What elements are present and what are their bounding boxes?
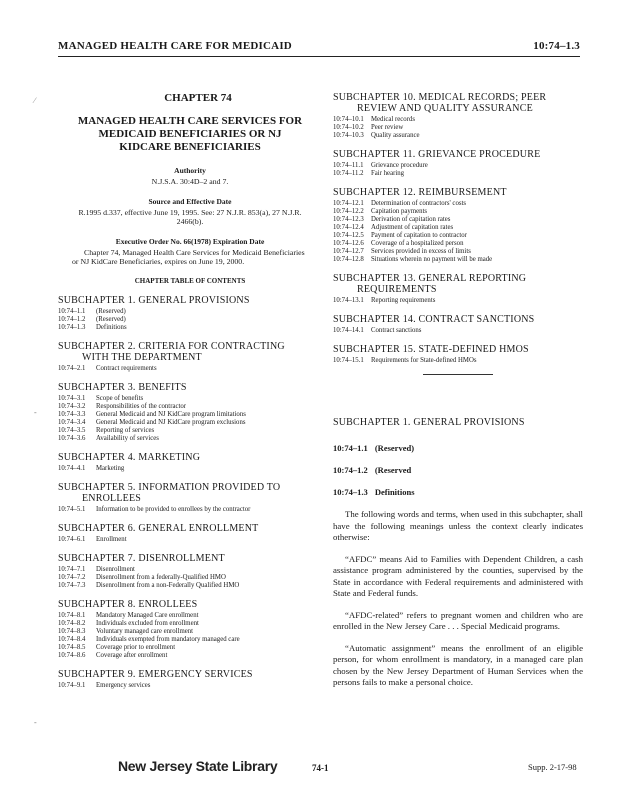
- toc-subchapter-heading: [333, 92, 583, 114]
- toc-section-row: [333, 132, 583, 140]
- toc-subchapter: [58, 382, 308, 443]
- toc-section-number: 10:74–4.1: [58, 464, 86, 472]
- toc-section-row: [58, 365, 308, 373]
- toc-section-title: Scope of benefits: [96, 394, 144, 402]
- scan-mark: ⁄: [34, 96, 36, 105]
- toc-section-number: 10:74–14.1: [333, 327, 364, 334]
- toc-section-row: [58, 506, 308, 514]
- toc-section-title: Coverage after enrollment: [96, 651, 168, 659]
- toc-section-title: Coverage of a hospitalized person: [371, 240, 464, 247]
- section-number: 10:74–1.2: [333, 465, 368, 475]
- toc-section-number: 10:74–5.1: [58, 505, 86, 513]
- toc-subchapter: [333, 92, 583, 140]
- toc-section-title: Adjustment of capitation rates: [371, 224, 454, 231]
- toc-section-title: General Medicaid and NJ KidCare program exclusions: [96, 418, 246, 426]
- toc-subchapter-heading: [58, 669, 308, 680]
- toc-section-row: [58, 465, 308, 473]
- toc-section-row: [333, 357, 583, 365]
- toc-section-row: [58, 411, 308, 419]
- toc-section-number: 10:74–11.1: [333, 162, 364, 169]
- header-section-number: 10:74–1.3: [533, 40, 580, 52]
- toc-section-row: [333, 116, 583, 124]
- section-number: 10:74–1.1: [333, 443, 368, 453]
- authority-text: N.J.S.A. 30:4D–2 and 7.: [151, 177, 229, 186]
- toc-section-number: 10:74–15.1: [333, 357, 364, 364]
- toc-subchapter-heading: [58, 452, 308, 463]
- toc-section-title: Peer review: [371, 124, 404, 131]
- toc-section-title: Contract sanctions: [371, 327, 422, 334]
- toc-section-title: Derivation of capitation rates: [371, 216, 451, 223]
- toc-section-title: (Reserved): [96, 315, 126, 323]
- toc-section-row: [333, 232, 583, 240]
- toc-section-number: 10:74–12.8: [333, 256, 364, 263]
- toc-title: CHAPTER TABLE OF CONTENTS: [134, 276, 246, 285]
- toc-section-number: 10:74–10.3: [333, 132, 364, 139]
- toc-section-number: 10:74–7.3: [58, 581, 86, 589]
- chapter-number: CHAPTER 74: [164, 92, 232, 104]
- toc-subchapter-title: SUBCHAPTER 3. BENEFITS: [58, 381, 187, 393]
- toc-section-title: Determination of contractors' costs: [371, 200, 467, 207]
- toc-section-number: 10:74–12.2: [333, 208, 364, 215]
- toc-section-row: [333, 200, 583, 208]
- toc-section-row: [333, 124, 583, 132]
- toc-section-title: Contract requirements: [96, 364, 157, 372]
- toc-subchapter: [58, 523, 308, 544]
- toc-section-row: [333, 162, 583, 170]
- toc-section-number: 10:74–7.1: [58, 565, 86, 573]
- toc-subchapter-heading: [333, 314, 583, 325]
- expiration-text: Chapter 74, Managed Health Care Services for Medicaid Beneficiaries or NJ KidCare Beneficiaries, expires on June 19, 2000.: [72, 247, 305, 266]
- toc-subchapter: [58, 599, 308, 660]
- toc-section-title: Mandatory Managed Care enrollment: [96, 611, 199, 619]
- toc-section-title: Individuals exempted from mandatory managed care: [96, 635, 240, 643]
- expiration-label: Executive Order No. 66(1978) Expiration Date: [115, 236, 265, 246]
- toc-subchapter: [333, 314, 583, 335]
- toc-section-title: Grievance procedure: [371, 162, 428, 169]
- toc-section-number: 10:74–10.1: [333, 116, 364, 123]
- toc-section-number: 10:74–8.6: [58, 651, 86, 659]
- toc-subchapter-heading: [58, 295, 308, 306]
- toc-section-title: Reporting requirements: [371, 297, 436, 304]
- toc-subchapter-title: SUBCHAPTER 6. GENERAL ENROLLMENT: [58, 522, 259, 534]
- toc-section-title: General Medicaid and NJ KidCare program limitations: [96, 410, 246, 418]
- toc-section-row: [58, 395, 308, 403]
- toc-section-title: Marketing: [96, 464, 125, 472]
- toc-section-row: [58, 316, 308, 324]
- header-rule: [58, 56, 580, 57]
- toc-subchapter: [58, 669, 308, 690]
- toc-subchapter-title: SUBCHAPTER 12. REIMBURSEMENT: [333, 187, 507, 198]
- toc-subchapter-heading: [333, 344, 583, 355]
- toc-section-title: Quality assurance: [371, 132, 420, 139]
- toc-section-row: [58, 612, 308, 620]
- right-column: [333, 92, 583, 699]
- toc-section-title: Individuals excluded from enrollment: [96, 619, 199, 627]
- toc-section-number: 10:74–8.1: [58, 611, 86, 619]
- section-divider: [423, 374, 493, 375]
- toc-section-number: 10:74–12.1: [333, 200, 364, 207]
- toc-section-row: [58, 574, 308, 582]
- toc-subchapter-title-cont: REVIEW AND QUALITY ASSURANCE: [357, 103, 533, 114]
- toc-subchapter-heading: [333, 273, 583, 295]
- toc-subchapter-title: SUBCHAPTER 14. CONTRACT SANCTIONS: [333, 314, 535, 325]
- body-paragraph: “Automatic assignment” means the enrollment of an eligible person, for whom enrollment is mandatory, in a managed care plan chosen by the New Jersey Department of Human Services when the persons fails to make a personal choice.: [333, 642, 583, 687]
- toc-section-number: 10:74–11.2: [333, 170, 364, 177]
- toc-section-row: [58, 682, 308, 690]
- toc-subchapter: [333, 187, 583, 264]
- toc-section-title: Situations wherein no payment will be made: [371, 256, 493, 263]
- toc-section-row: [58, 566, 308, 574]
- toc-subchapter-title: SUBCHAPTER 13. GENERAL REPORTING: [333, 273, 527, 284]
- toc-subchapter-heading: [333, 187, 583, 198]
- source-label: Source and Effective Date: [148, 196, 232, 206]
- toc-subchapter-title: SUBCHAPTER 15. STATE-DEFINED HMOS: [333, 344, 529, 355]
- section-heading: [333, 465, 583, 475]
- toc-section-row: [58, 435, 308, 443]
- toc-section-number: 10:74–1.2: [58, 315, 86, 323]
- toc-subchapter-title: SUBCHAPTER 9. EMERGENCY SERVICES: [58, 668, 253, 680]
- section-title: (Reserved): [374, 443, 415, 453]
- toc-subchapter-heading: [58, 599, 308, 610]
- scan-mark: -: [34, 718, 37, 727]
- toc-section-title: Disenrollment from a non-Federally Qualified HMO: [96, 581, 240, 589]
- toc-section-number: 10:74–7.2: [58, 573, 86, 581]
- toc-section-number: 10:74–10.2: [333, 124, 364, 131]
- toc-section-title: Capitation payments: [371, 208, 428, 215]
- chapter-title: MANAGED HEALTH CARE SERVICES FOR MEDICAID BENEFICIARIES OR NJ KIDCARE BENEFICIARIES: [77, 115, 303, 153]
- toc-section-title: Responsibilities of the contractor: [96, 402, 187, 410]
- toc-subchapter-heading: [58, 482, 308, 504]
- toc-section-row: [333, 216, 583, 224]
- toc-section-number: 10:74–8.4: [58, 635, 86, 643]
- toc-section-row: [58, 636, 308, 644]
- toc-section-title: Availability of services: [96, 434, 159, 442]
- page-number: 74-1: [312, 763, 329, 773]
- toc-section-number: 10:74–1.3: [58, 323, 86, 331]
- toc-subchapter: [333, 344, 583, 365]
- toc-subchapter-title: SUBCHAPTER 5. INFORMATION PROVIDED TO: [58, 481, 281, 493]
- toc-section-row: [58, 419, 308, 427]
- toc-section-number: 10:74–8.5: [58, 643, 86, 651]
- toc-subchapter-title: SUBCHAPTER 2. CRITERIA FOR CONTRACTING: [58, 340, 285, 352]
- toc-subchapter-title-cont: REQUIREMENTS: [357, 284, 437, 295]
- toc-section-number: 10:74–6.1: [58, 535, 86, 543]
- toc-section-number: 10:74–1.1: [58, 307, 86, 315]
- body-paragraph: The following words and terms, when used in this subchapter, shall have the following meanings unless the context clearly indicates otherwise:: [333, 509, 583, 542]
- toc-section-title: Medical records: [371, 116, 415, 123]
- toc-section-row: [58, 403, 308, 411]
- body-paragraph: “AFDC” means Aid to Families with Dependent Children, a cash assistance program administered by the counties, supervised by the State in accordance with Federal requirements and administered with State and Federal funds.: [333, 553, 583, 598]
- toc-section-row: [333, 224, 583, 232]
- toc-section-number: 10:74–3.5: [58, 426, 86, 434]
- toc-section-number: 10:74–8.2: [58, 619, 86, 627]
- toc-section-row: [58, 628, 308, 636]
- running-header: [58, 40, 580, 52]
- toc-section-number: 10:74–8.3: [58, 627, 86, 635]
- toc-section-title: Payment of capitation to contractor: [371, 232, 467, 239]
- toc-left-list: [58, 295, 308, 690]
- toc-section-title: Disenrollment from a federally-Qualified HMO: [96, 573, 226, 581]
- toc-section-title: Disenrollment: [96, 565, 135, 573]
- toc-section-number: 10:74–2.1: [58, 364, 86, 372]
- toc-section-row: [333, 256, 583, 264]
- toc-subchapter-title: SUBCHAPTER 4. MARKETING: [58, 451, 201, 463]
- toc-section-number: 10:74–12.6: [333, 240, 364, 247]
- toc-section-title: Requirements for State-defined HMOs: [371, 357, 477, 364]
- section-title: Definitions: [374, 487, 415, 497]
- toc-section-number: 10:74–12.7: [333, 248, 364, 255]
- toc-subchapter: [58, 341, 308, 373]
- source-text: R.1995 d.337, effective June 19, 1995. See: 27 N.J.R. 853(a), 27 N.J.R. 2466(b).: [78, 207, 302, 226]
- toc-section-title: Coverage prior to enrollment: [96, 643, 176, 651]
- authority-label: Authority: [174, 166, 206, 175]
- toc-subchapter-heading: [58, 523, 308, 534]
- toc-section-row: [58, 324, 308, 332]
- toc-section-title: Fair hearing: [371, 170, 405, 177]
- toc-section-number: 10:74–3.2: [58, 402, 86, 410]
- toc-section-number: 10:74–3.1: [58, 394, 86, 402]
- toc-subchapter: [333, 273, 583, 305]
- toc-section-row: [333, 327, 583, 335]
- toc-section-title: Voluntary managed care enrollment: [96, 627, 194, 635]
- scan-mark: -: [34, 408, 37, 417]
- toc-subchapter-title: SUBCHAPTER 1. GENERAL PROVISIONS: [58, 294, 250, 306]
- toc-subchapter: [58, 295, 308, 332]
- toc-section-row: [333, 208, 583, 216]
- toc-section-row: [333, 248, 583, 256]
- library-stamp: New Jersey State Library: [118, 758, 278, 774]
- section-title: (Reserved: [374, 465, 412, 475]
- toc-section-row: [58, 536, 308, 544]
- toc-section-number: 10:74–3.3: [58, 410, 86, 418]
- left-column: [58, 92, 308, 699]
- subchapter-heading: SUBCHAPTER 1. GENERAL PROVISIONS: [333, 417, 525, 428]
- toc-section-row: [58, 582, 308, 590]
- toc-subchapter-heading: [333, 149, 583, 160]
- section-number: 10:74–1.3: [333, 487, 368, 497]
- toc-section-title: Services provided in excess of limits: [371, 248, 471, 255]
- toc-section-row: [333, 240, 583, 248]
- toc-section-title: Definitions: [96, 323, 127, 331]
- toc-subchapter-title: SUBCHAPTER 8. ENROLLEES: [58, 598, 198, 610]
- toc-section-title: Information to be provided to enrollees by the contractor: [96, 505, 251, 513]
- toc-section-number: 10:74–3.6: [58, 434, 86, 442]
- toc-subchapter-title-cont: ENROLLEES: [82, 492, 142, 504]
- toc-subchapter-heading: [58, 553, 308, 564]
- toc-section-row: [333, 297, 583, 305]
- toc-section-row: [333, 170, 583, 178]
- body-paragraph: “AFDC-related” refers to pregnant women and children who are enrolled in the New Jersey Care . . . Special Medicaid programs.: [333, 609, 583, 631]
- supplement-date: Supp. 2-17-98: [528, 762, 577, 772]
- toc-subchapter: [58, 553, 308, 590]
- toc-subchapter: [58, 452, 308, 473]
- toc-section-row: [58, 652, 308, 660]
- toc-subchapter: [333, 149, 583, 178]
- toc-section-number: 10:74–12.4: [333, 224, 364, 231]
- section-heading: [333, 487, 583, 497]
- toc-section-title: Enrollment: [96, 535, 127, 543]
- toc-subchapter-title-cont: WITH THE DEPARTMENT: [82, 351, 202, 363]
- toc-subchapter-heading: [58, 382, 308, 393]
- toc-section-number: 10:74–13.1: [333, 297, 364, 304]
- section-heading: [333, 443, 583, 453]
- toc-section-title: Emergency services: [96, 681, 151, 689]
- toc-section-row: [58, 427, 308, 435]
- toc-section-row: [58, 644, 308, 652]
- toc-subchapter-heading: [58, 341, 308, 363]
- toc-subchapter: [58, 482, 308, 514]
- toc-section-title: Reporting of services: [96, 426, 155, 434]
- toc-right-list: [333, 92, 583, 365]
- toc-section-number: 10:74–12.5: [333, 232, 364, 239]
- toc-section-row: [58, 620, 308, 628]
- toc-subchapter-title: SUBCHAPTER 11. GRIEVANCE PROCEDURE: [333, 149, 541, 160]
- toc-section-number: 10:74–3.4: [58, 418, 86, 426]
- toc-section-number: 10:74–12.3: [333, 216, 364, 223]
- toc-section-number: 10:74–9.1: [58, 681, 86, 689]
- toc-section-row: [58, 308, 308, 316]
- toc-subchapter-title: SUBCHAPTER 7. DISENROLLMENT: [58, 552, 225, 564]
- header-title: MANAGED HEALTH CARE FOR MEDICAID: [58, 40, 292, 52]
- toc-section-title: (Reserved): [96, 307, 126, 315]
- toc-subchapter-title: SUBCHAPTER 10. MEDICAL RECORDS; PEER: [333, 92, 547, 103]
